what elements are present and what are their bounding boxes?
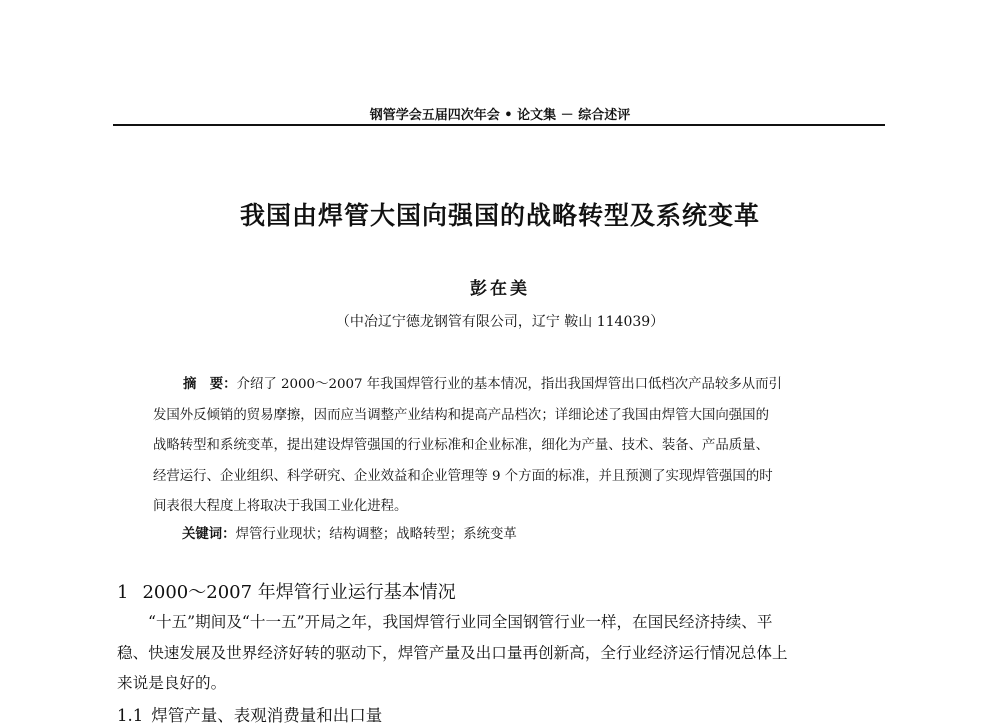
keywords [182,523,517,542]
abstract-label: 摘 要： [183,377,237,392]
section-1-1-title: 焊管产量、表观消费量和出口量 [151,706,383,725]
abstract [153,370,853,523]
section-1-paragraph [117,607,887,699]
running-header: 钢管学会五届四次年会 • 论文集 － 综合述评 [369,108,631,123]
section-1-title: 2000～2007 年焊管行业运行基本情况 [142,582,456,603]
abstract-line-5: 间表很大程度上将取决于我国工业化进程。 [153,499,408,514]
paragraph-line-1: “十五”期间及“十一五”开局之年，我国焊管行业同全国钢管行业一样，在国民经济持续、平 [148,613,773,631]
author-name: 彭在美 [470,279,530,299]
abstract-line-2: 发国外反倾销的贸易摩擦，因而应当调整产业结构和提高产品档次；详细论述了我国由焊管大国向强国的 [153,407,769,423]
paragraph-line-2: 稳、快速发展及世界经济好转的驱动下，焊管产量及出口量再创新高，全行业经济运行情况总体上 [117,643,788,662]
header-rule [113,124,885,126]
paragraph-line-3: 来说是良好的。 [117,674,227,693]
abstract-line-4: 经营运行、企业组织、科学研究、企业效益和企业管理等 9 个方面的标准，并且预测了实现焊管强国的时 [153,468,773,484]
keywords-label: 关键词： [182,527,236,542]
section-1-1-heading [117,702,382,726]
section-1-1-number: 1.1 [117,706,144,725]
keywords-text: 焊管行业现状；结构调整；战略转型；系统变革 [235,527,517,542]
paper-title: 我国由焊管大国向强国的战略转型及系统变革 [239,201,760,230]
abstract-line-1 [153,370,853,401]
affiliation: （中冶辽宁德龙钢管有限公司，辽宁 鞍山 114039） [335,314,665,330]
section-1-heading [117,578,456,604]
section-1-number: 1 [117,582,129,603]
abstract-line-3: 战略转型和系统变革，提出建设焊管强国的行业标准和企业标准，细化为产量、技术、装备、产品质量、 [153,438,769,453]
abstract-text-1: 介绍了 2000～2007 年我国焊管行业的基本情况，指出我国焊管出口低档次产品较多从而引 [236,377,782,392]
